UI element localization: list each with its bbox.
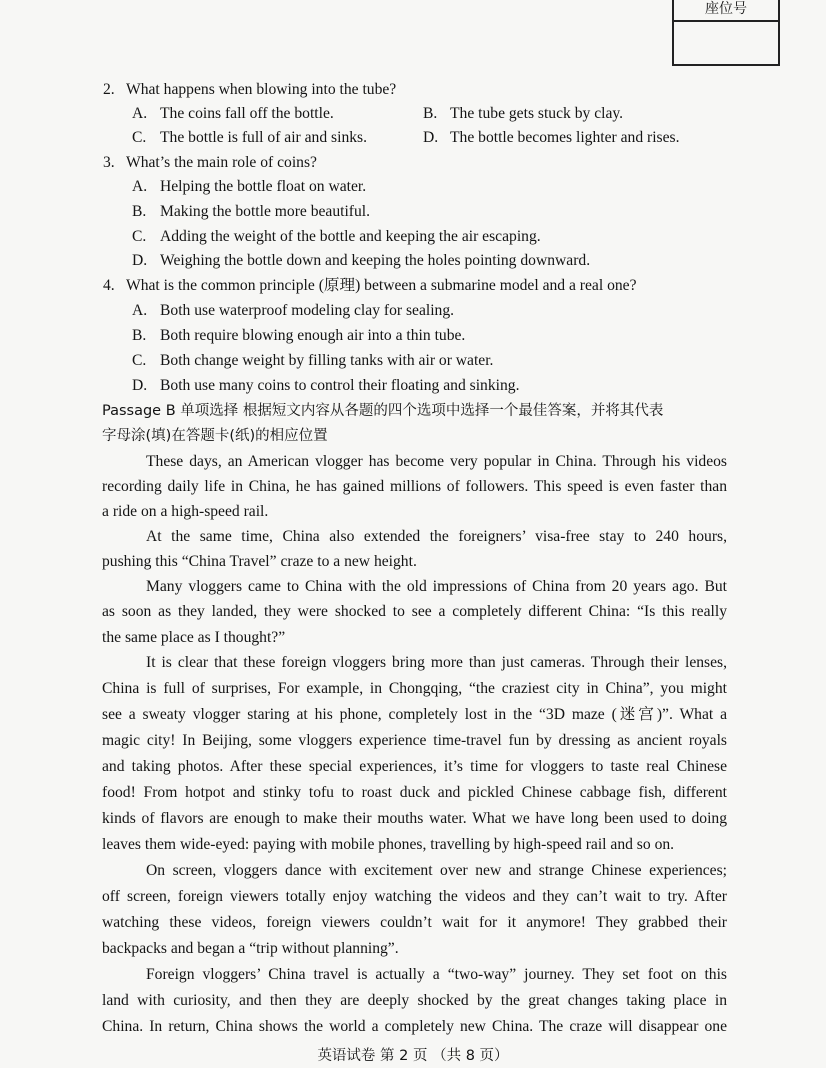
q4-option-c-letter: C. [132, 352, 147, 369]
passage-b-heading-line-1: Passage B 单项选择 根据短文内容从各题的四个选项中选择一个最佳答案，并将其代表 [102, 403, 664, 419]
passage-line: kinds of flavors are enough to make their mouths water. What we have long been used to doing [102, 810, 727, 827]
q4-option-d-letter: D. [132, 377, 148, 394]
q4-option-c-text: Both change weight by filling tanks with air or water. [160, 352, 494, 369]
passage-b-heading-line-2: 字母涂(填)在答题卡(纸)的相应位置 [102, 428, 328, 444]
passage-line: These days, an American vlogger has become very popular in China. Through his videos [146, 453, 727, 470]
passage-line: Many vloggers came to China with the old impressions of China from 20 years ago. But [146, 578, 727, 595]
q4-option-a-text: Both use waterproof modeling clay for sealing. [160, 302, 455, 319]
q3-option-b-text: Making the bottle more beautiful. [160, 203, 371, 220]
passage-line: watching these videos, foreign viewers couldn’t wait for it anymore! They grabbed their [102, 914, 727, 931]
q2-option-b-text: The tube gets stuck by clay. [450, 105, 624, 122]
question-3-text: What’s the main role of coins? [126, 154, 317, 171]
passage-line: It is clear that these foreign vloggers bring more than just cameras. Through their lenses, [146, 654, 727, 671]
passage-line: Foreign vloggers’ China travel is actually a “two-way” journey. They set foot on this [146, 966, 727, 983]
passage-line: and taking photos. After these special experiences, it’s time for vloggers to taste real Chinese [102, 758, 727, 775]
q3-option-d-text: Weighing the bottle down and keeping the holes pointing downward. [160, 252, 591, 269]
passage-line: see a sweaty vlogger staring at his phone, completely lost in the “3D maze (迷宫)”. What a [102, 706, 727, 723]
passage-line: leaves them wide-eyed: paying with mobile phones, travelling by high-speed rail and so on. [102, 836, 675, 853]
passage-line: a ride on a high-speed rail. [102, 503, 269, 520]
q4-option-b-text: Both require blowing enough air into a thin tube. [160, 327, 466, 344]
q4-option-a-letter: A. [132, 302, 148, 319]
passage-line: food! From hotpot and stinky tofu to roast duck and pickled Chinese cabbage fish, different [102, 784, 727, 801]
q2-option-a-letter: A. [132, 105, 148, 122]
q3-option-d-letter: D. [132, 252, 148, 269]
q2-option-b-letter: B. [423, 105, 438, 122]
passage-line: magic city! In Beijing, some vloggers experience time-travel fun by dressing as ancient royals [102, 732, 727, 749]
passage-line: On screen, vloggers dance with excitement over new and strange Chinese experiences; [146, 862, 727, 879]
question-4-number: 4. [103, 277, 115, 294]
q4-option-b-letter: B. [132, 327, 147, 344]
passage-line: backpacks and began a “trip without planning”. [102, 940, 399, 957]
passage-line: the same place as I thought?” [102, 629, 286, 646]
passage-line: China is full of surprises, For example, in Chongqing, “the craziest city in China”, you might [102, 680, 727, 697]
q2-option-c-text: The bottle is full of air and sinks. [160, 129, 368, 146]
q3-option-a-text: Helping the bottle float on water. [160, 178, 367, 195]
passage-line: pushing this “China Travel” craze to a new height. [102, 553, 417, 570]
page-footer: 英语试卷 第 2 页 （共 8 页） [317, 1048, 509, 1064]
question-2-text: What happens when blowing into the tube? [126, 81, 397, 98]
seat-number-box [672, 0, 780, 66]
q2-option-d-letter: D. [423, 129, 439, 146]
question-3-number: 3. [103, 154, 115, 171]
passage-line: land with curiosity, and then they are deeply shocked by the great changes taking place in [102, 992, 727, 1009]
passage-line: China. In return, China shows the world a completely new China. The craze will disappear one [102, 1018, 727, 1035]
q2-option-c-letter: C. [132, 129, 147, 146]
q3-option-a-letter: A. [132, 178, 148, 195]
q4-option-d-text: Both use many coins to control their floating and sinking. [160, 377, 520, 394]
question-4-text: What is the common principle (原理) between a submarine model and a real one? [126, 277, 637, 294]
passage-line: At the same time, China also extended the foreigners’ visa-free stay to 240 hours, [146, 528, 727, 545]
q2-option-a-text: The coins fall off the bottle. [160, 105, 334, 122]
passage-line: off screen, foreign viewers totally enjoy watching the videos and they can’t wait to try. After [102, 888, 727, 905]
question-2-number: 2. [103, 81, 115, 98]
passage-line: recording daily life in China, he has gained millions of followers. This speed is even faster than [102, 478, 727, 495]
passage-line: as soon as they landed, they were shocked to see a completely different China: “Is this really [102, 603, 727, 620]
seat-number-label: 座位号 [674, 0, 778, 22]
q3-option-b-letter: B. [132, 203, 147, 220]
q3-option-c-letter: C. [132, 228, 147, 245]
q3-option-c-text: Adding the weight of the bottle and keeping the air escaping. [160, 228, 541, 245]
q2-option-d-text: The bottle becomes lighter and rises. [450, 129, 680, 146]
